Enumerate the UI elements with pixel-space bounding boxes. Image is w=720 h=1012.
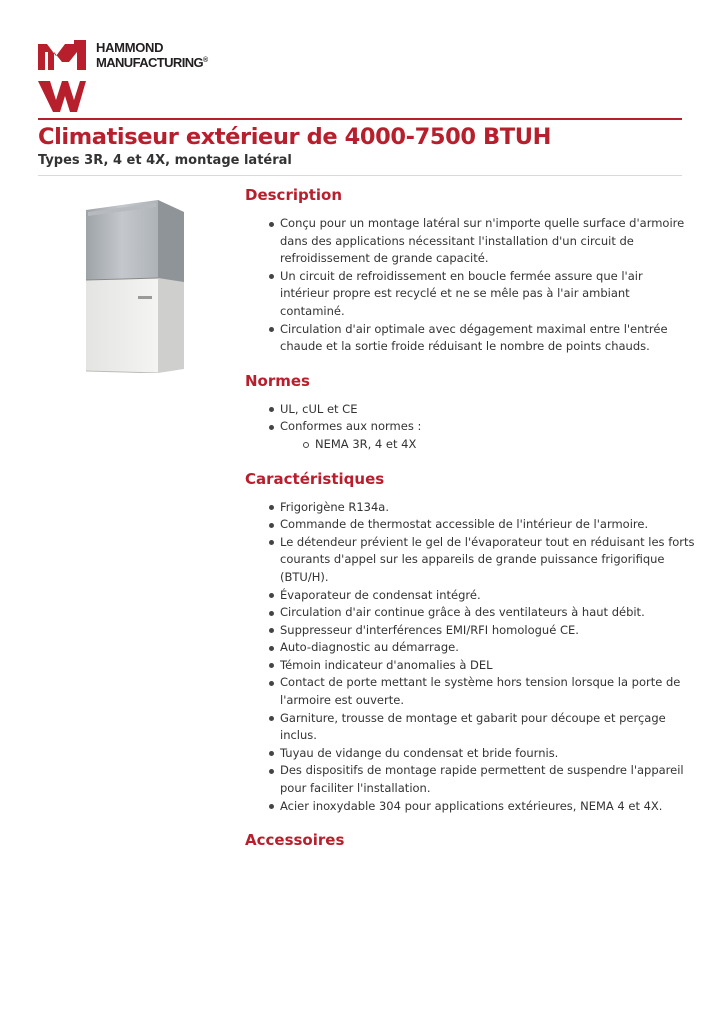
page-subtitle: Types 3R, 4 et 4X, montage latéral: [38, 153, 292, 168]
registered-mark: ®: [203, 57, 208, 64]
list-item: Commande de thermostat accessible de l'intérieur de l'armoire.: [245, 516, 695, 534]
brand-name-line2: [96, 55, 208, 70]
list-item: UL, cUL et CE: [245, 401, 695, 419]
list-item: Un circuit de refroidissement en boucle fermée assure que l'air intérieur propre est recyclé et ne se mêle pas à l'air ambiant contaminé.: [245, 268, 695, 321]
normes-heading: Normes: [245, 371, 310, 390]
list-item: Garniture, trousse de montage et gabarit pour découpe et perçage inclus.: [245, 710, 695, 745]
list-item: Frigorigène R134a.: [245, 499, 695, 517]
accessoires-heading: Accessoires: [245, 831, 345, 850]
list-item: Tuyau de vidange du condensat et bride fournis.: [245, 745, 695, 763]
normes-list: [245, 401, 695, 436]
hammond-logo: [38, 40, 238, 114]
list-item: NEMA 3R, 4 et 4X: [245, 436, 695, 454]
brand-name-line1: HAMMOND: [96, 40, 164, 55]
list-item: Conformes aux normes :: [245, 418, 695, 436]
list-item: Acier inoxydable 304 pour applications extérieures, NEMA 4 et 4X.: [245, 798, 695, 816]
brand-name-line2-text: MANUFACTURING: [96, 55, 204, 70]
page-title: Climatiseur extérieur de 4000-7500 BTUH: [38, 124, 552, 150]
normes-sublist: [245, 436, 695, 454]
list-item: Évaporateur de condensat intégré.: [245, 587, 695, 605]
air-conditioner-unit-image: [86, 198, 186, 373]
list-item: Circulation d'air continue grâce à des ventilateurs à haut débit.: [245, 604, 695, 622]
list-item: Témoin indicateur d'anomalies à DEL: [245, 657, 695, 675]
list-item: Le détendeur prévient le gel de l'évaporateur tout en réduisant les forts courants d'appel sur les appareils de grande puissance frigorifique (BTU/H).: [245, 534, 695, 587]
caracteristiques-list: [245, 499, 695, 816]
list-item: Circulation d'air optimale avec dégagement maximal entre l'entrée chaude et la sortie froide réduisant le nombre de points chauds.: [245, 321, 695, 356]
content-column: [245, 184, 695, 851]
hammond-logo-mark-icon: [38, 40, 88, 114]
list-item: Des dispositifs de montage rapide permettent de suspendre l'appareil pour faciliter l'installation.: [245, 762, 695, 797]
caracteristiques-heading: Caractéristiques: [245, 469, 385, 488]
list-item: Contact de porte mettant le système hors tension lorsque la porte de l'armoire est ouverte.: [245, 674, 695, 709]
header-rule: [38, 118, 682, 120]
subtitle-rule: [38, 175, 682, 176]
description-list: [245, 215, 695, 356]
description-heading: Description: [245, 186, 343, 204]
list-item: Auto-diagnostic au démarrage.: [245, 639, 695, 657]
list-item: Conçu pour un montage latéral sur n'importe quelle surface d'armoire dans des applications nécessitant l'installation d'un circuit de refroidissement de grande capacité.: [245, 215, 695, 268]
list-item: Suppresseur d'interférences EMI/RFI homologué CE.: [245, 622, 695, 640]
